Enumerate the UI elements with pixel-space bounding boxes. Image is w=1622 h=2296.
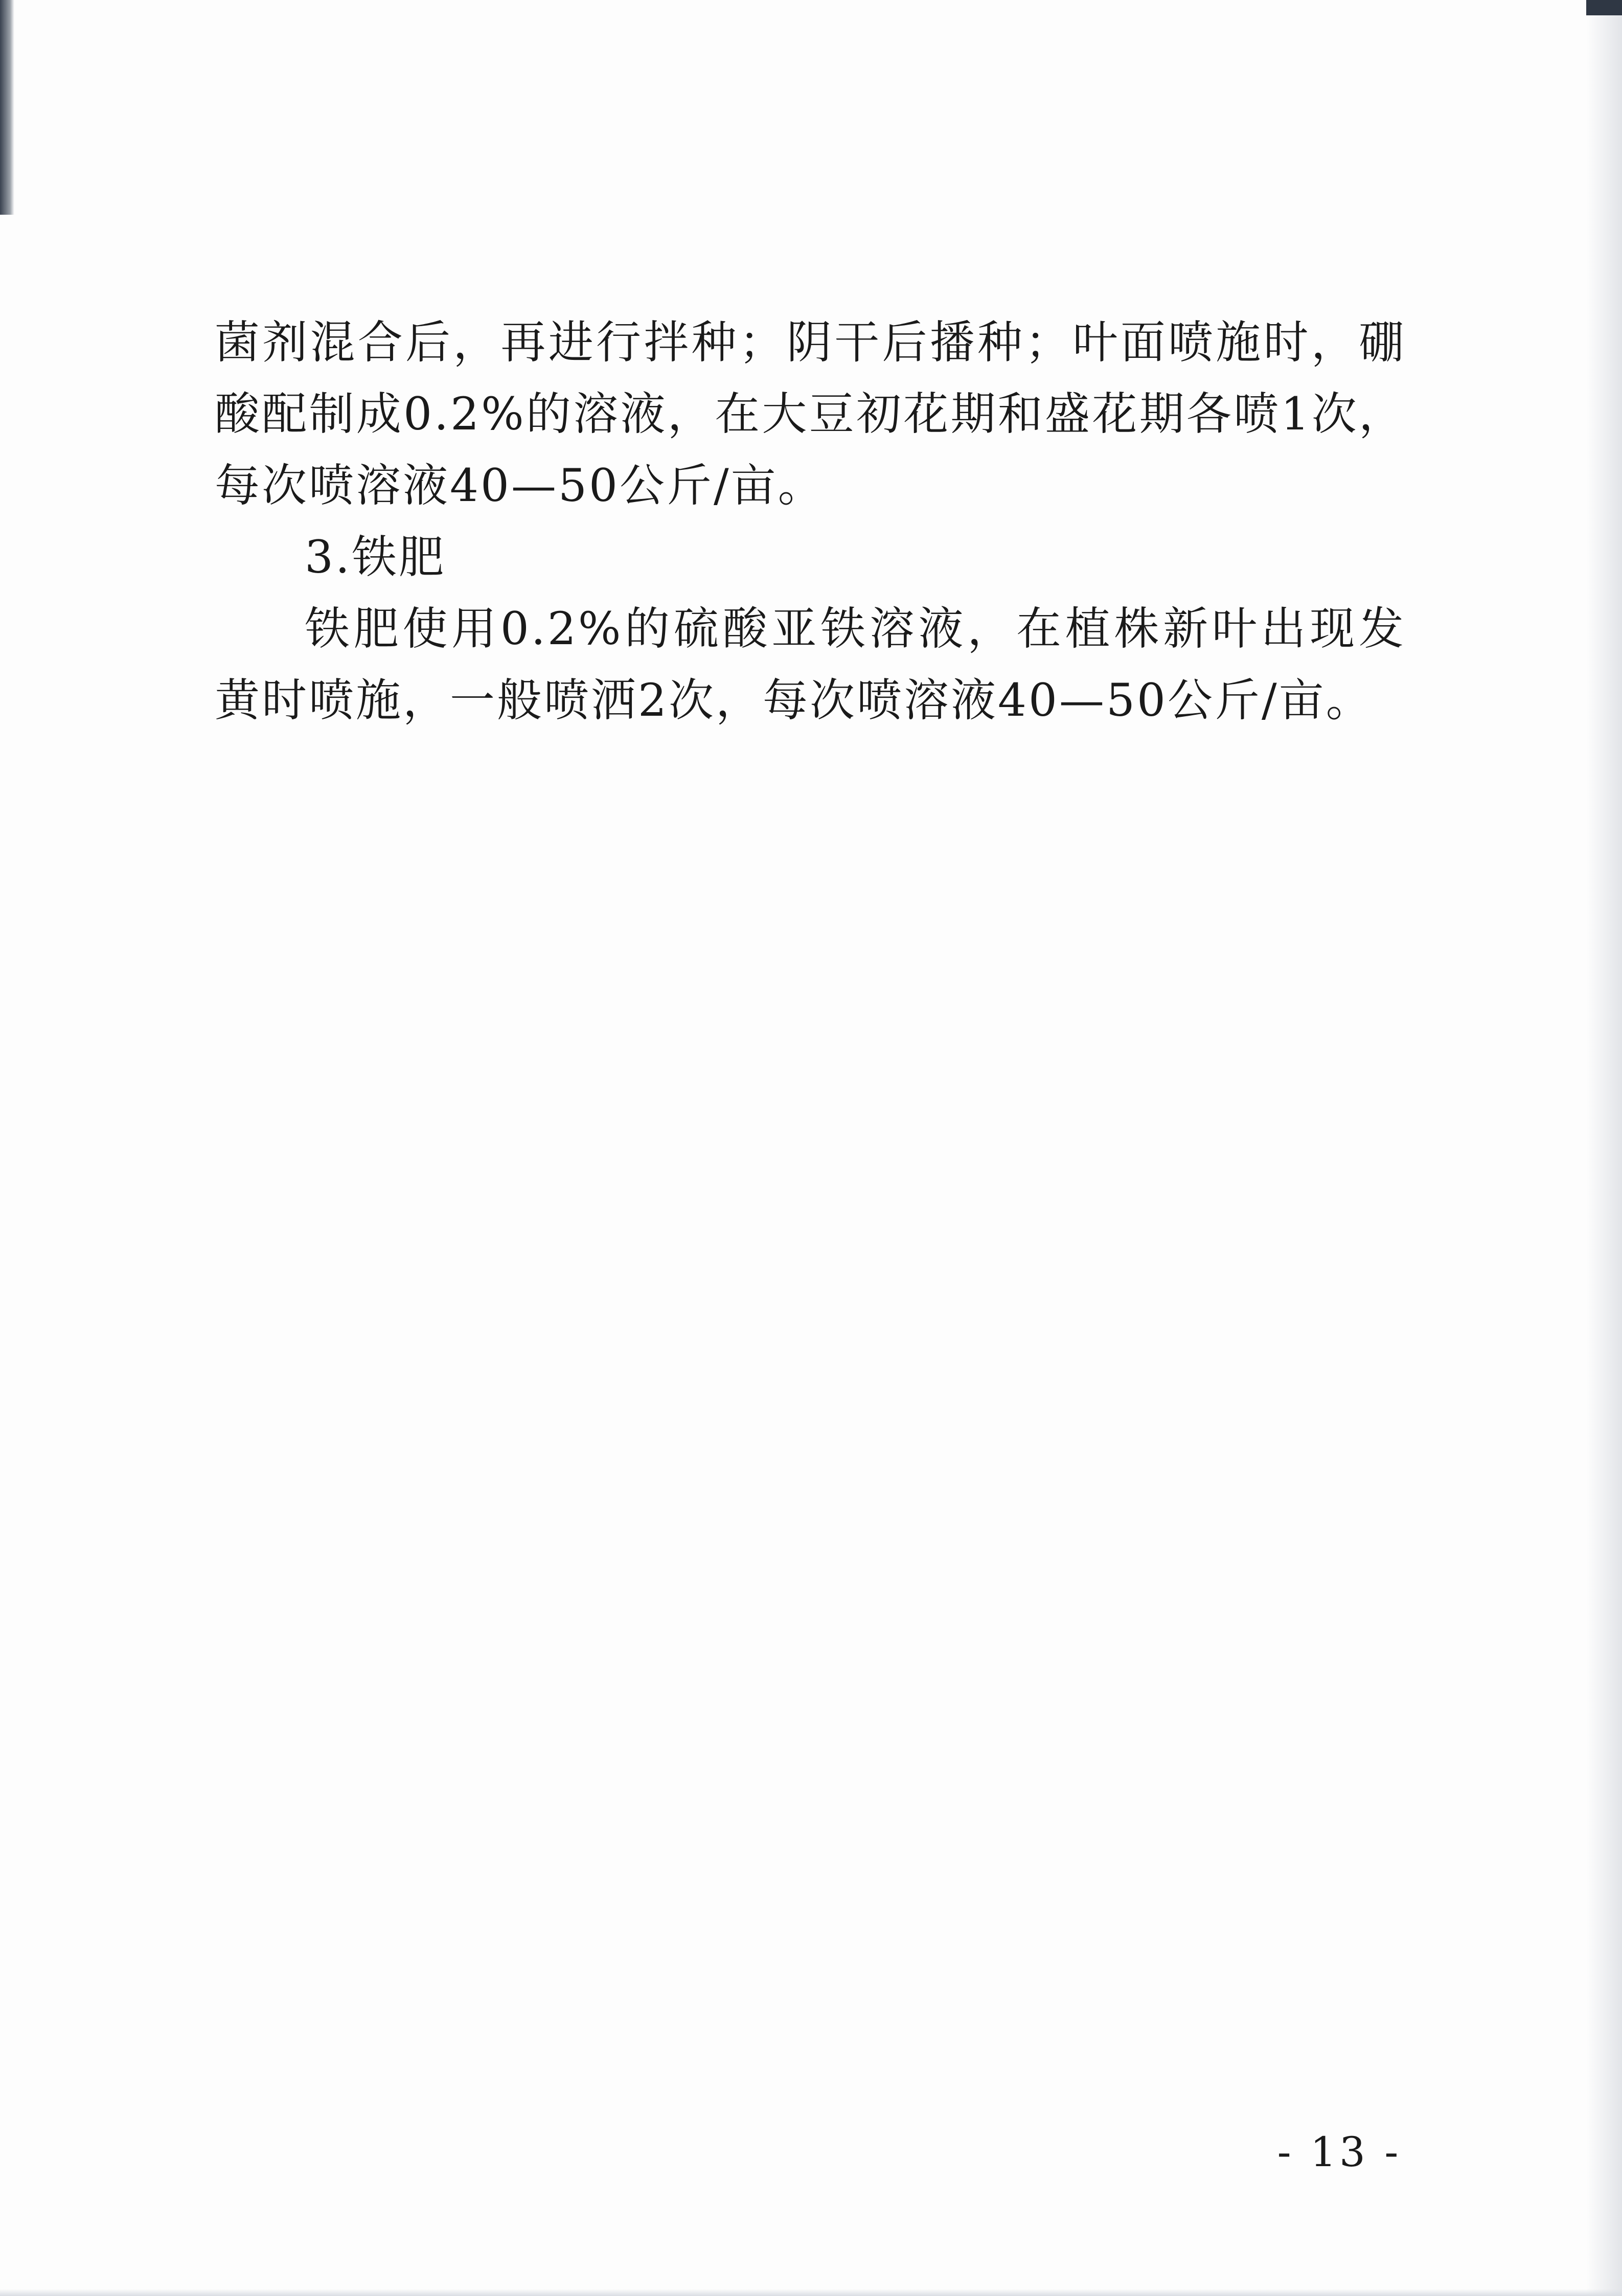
scan-edge-right [1586,0,1622,2296]
continued-paragraph: 菌剂混合后，再进行拌种；阴干后播种；叶面喷施时，硼酸配制成0.2%的溶液，在大豆初花期和盛花期各喷1次，每次喷溶液40—50公斤/亩。 [215,316,1406,512]
section-heading: 3.铁肥 [305,531,446,583]
scan-edge-bottom [0,2289,1622,2296]
page-body [215,307,1406,736]
page-number: - 13 - [1277,2128,1402,2176]
scan-edge-left [0,0,14,215]
scan-corner-right [1586,0,1622,15]
section-paragraph: 铁肥使用0.2%的硫酸亚铁溶液，在植株新叶出现发黄时喷施，一般喷洒2次，每次喷溶液40—50公斤/亩。 [215,602,1406,726]
